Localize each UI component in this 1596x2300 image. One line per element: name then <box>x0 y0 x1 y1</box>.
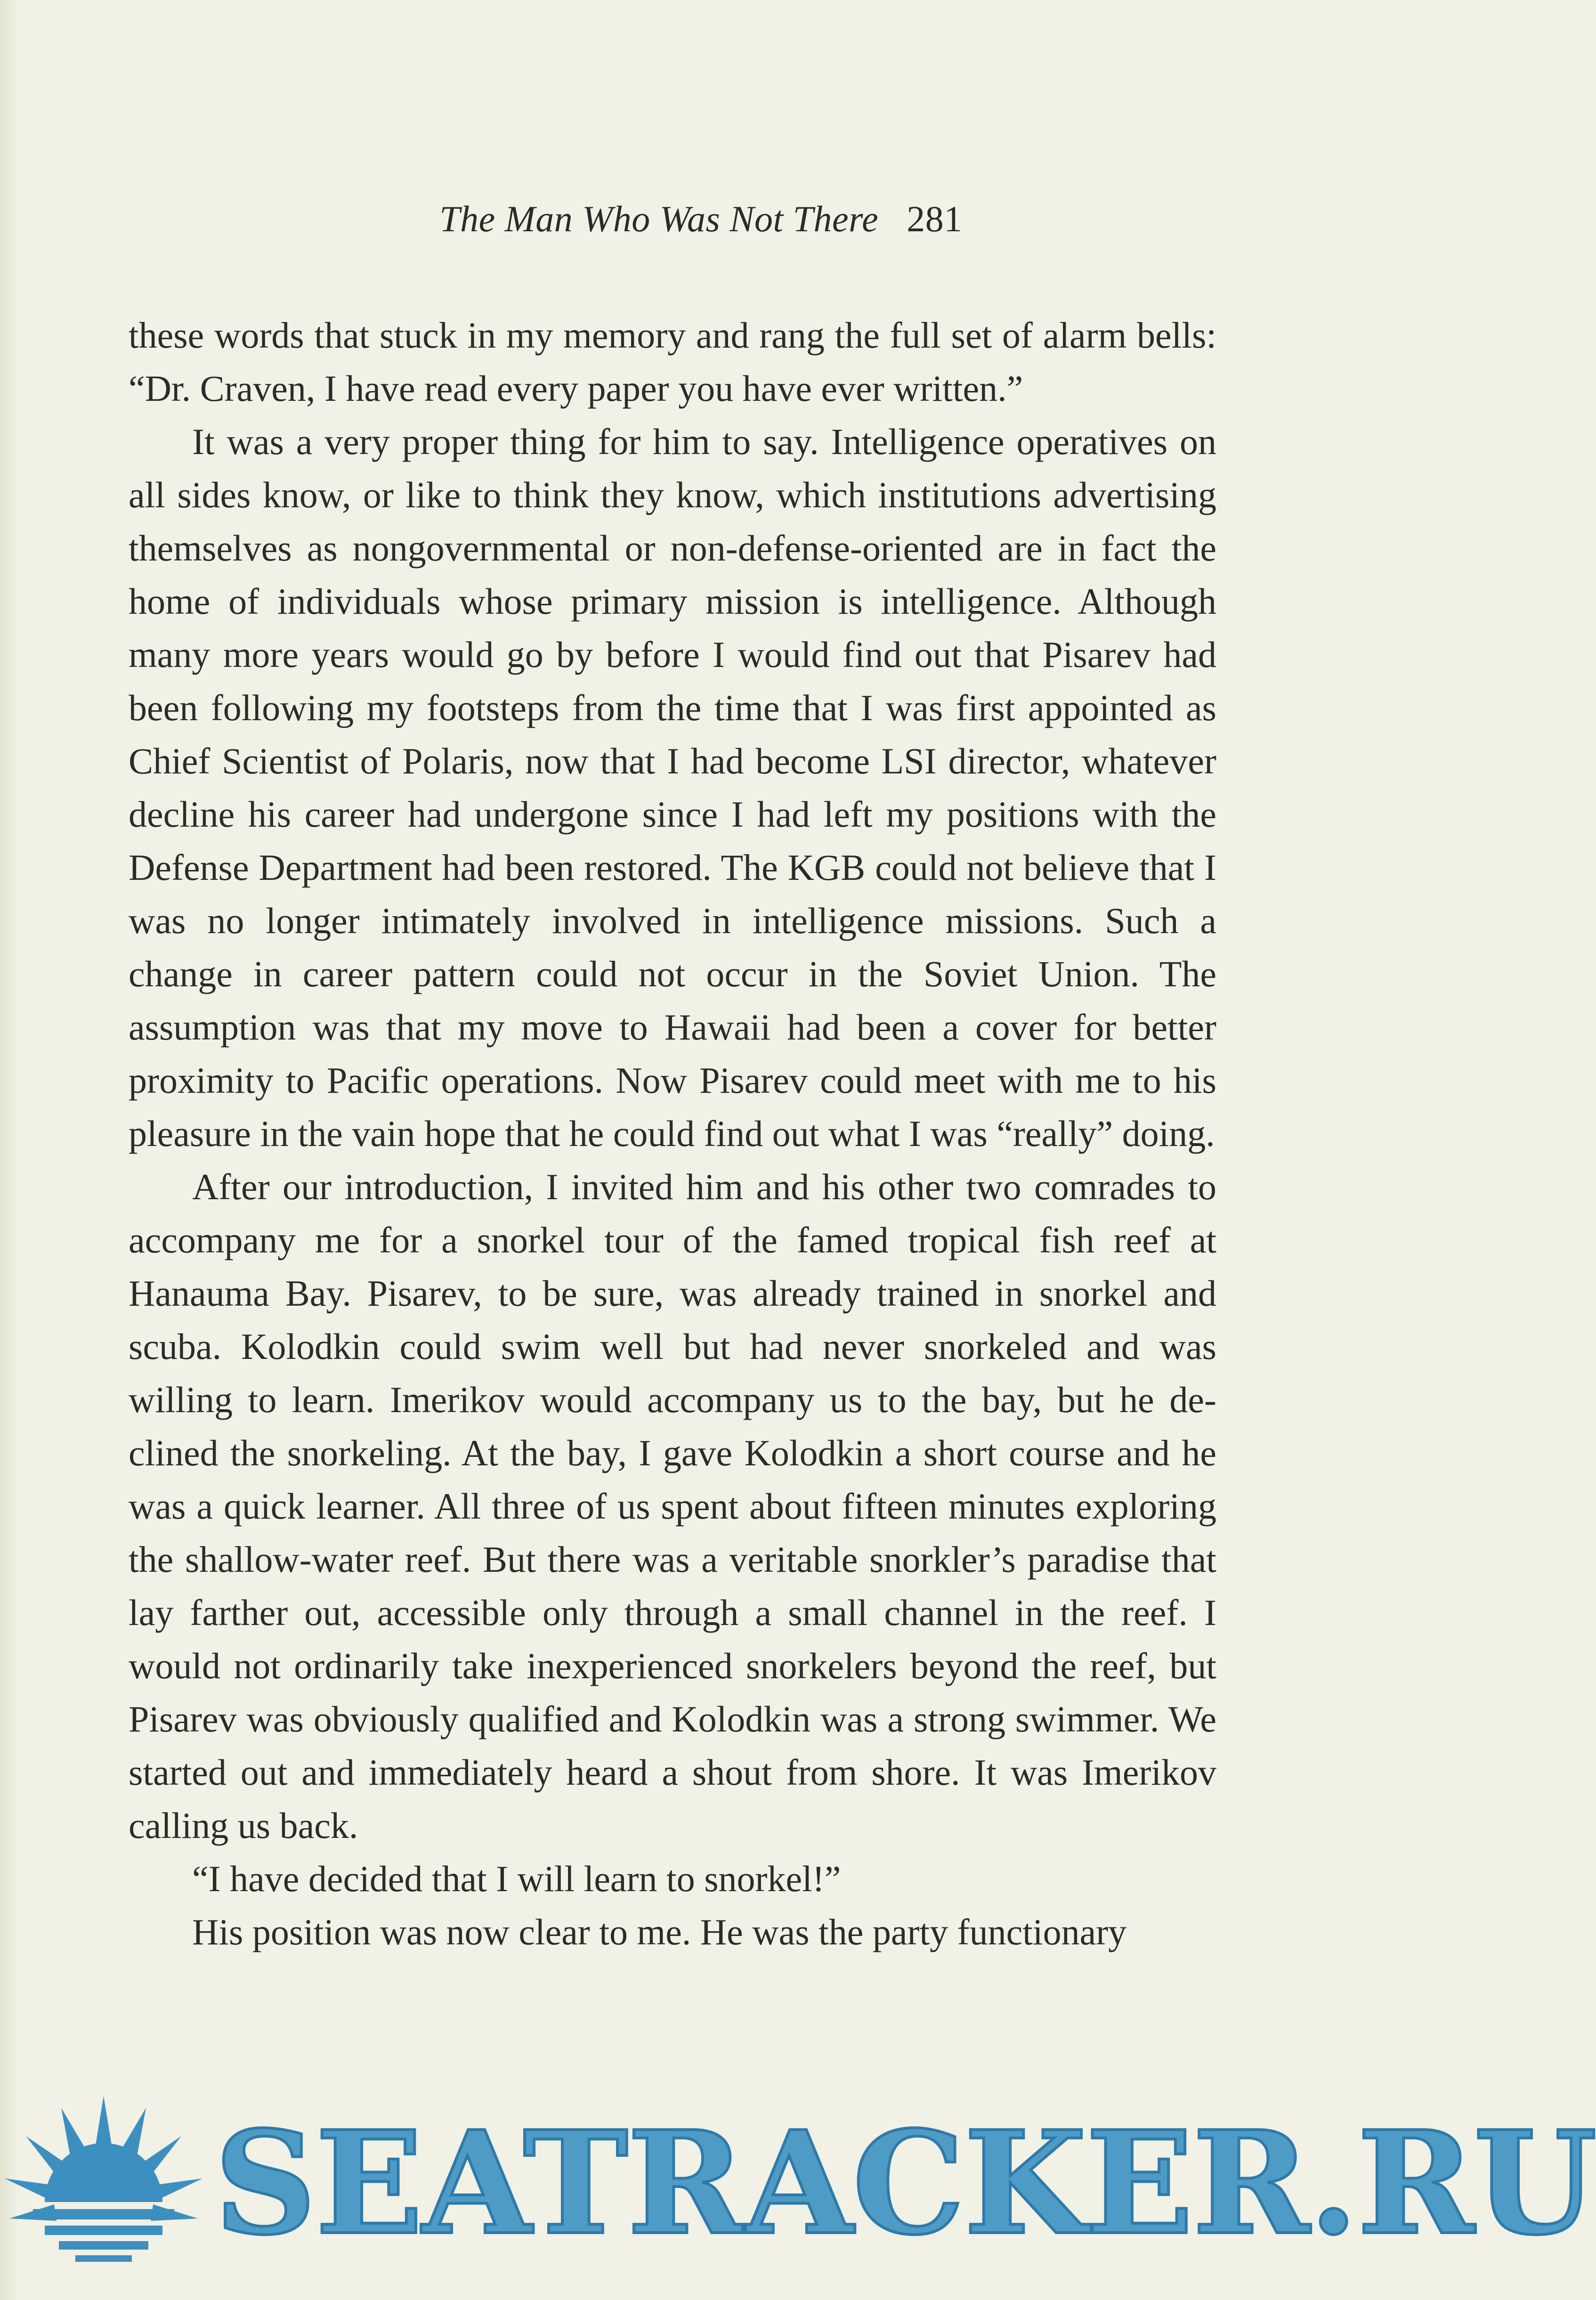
paragraph-4: “I have decided that I will learn to snorkel!” <box>192 1858 841 1899</box>
paragraph-1: these words that stuck in my memory and rang the full set of alarm bells: “Dr. Craven, I have read every paper you have ever written.” <box>129 315 1216 409</box>
paragraph-3: After our introduction, I invited him and his other two comrades to accompany me for a snorkel tour of the famed tropical fish reef at Hanauma Bay. Pisarev, to be sure, was already trained in snorkel and scuba. Kolodkin could swim well but had never snorkeled and was willing to learn. Imerikov would accompany us to the bay, but he declined the snorkeling. At the bay, I gave Kolodkin a short course and he was a quick learner. All three of us spent about fifteen minutes exploring the shallow-water reef. But there was a veritable snorkler’s paradise that lay farther out, accessible only through a small channel in the reef. I would not ordinarily take inexperienced snorkelers beyond the reef, but Pisarev was obviously qualified and Kolodkin was a strong swimmer. We started out and immediately heard a shout from shore. It was Imerikov calling us back. <box>129 1166 1216 1846</box>
watermark <box>0 2091 1596 2270</box>
paragraph-2: It was a very proper thing for him to say. Intelligence operatives on all sides know, or like to think they know, which institutions advertising themselves as nongovernmental or non-defense-oriented are in fact the home of individuals whose primary mission is intelligence. Although many more years would go by before I would find out that Pisarev had been following my footsteps from the time that I was first appointed as Chief Scientist of Polaris, now that I had become LSI director, whatever decline his career had undergone since I had left my positions with the Defense Department had been restored. The KGB could not believe that I was no longer intimately involved in intelligence missions. Such a change in career pattern could not occur in the Soviet Union. The assumption was that my move to Hawaii had been a cover for better proximity to Pacific operations. Now Pisarev could meet with me to his pleasure in the vain hope that he could find out what I was “really” doing. <box>129 421 1216 1154</box>
body-text <box>129 309 1216 1959</box>
watermark-text: SEATRACKER.RU <box>214 2100 1596 2266</box>
sun-over-sea-icon <box>0 2091 207 2270</box>
page-edge <box>0 0 19 2300</box>
page-number: 281 <box>907 198 963 239</box>
header-title: The Man Who Was Not There <box>439 198 879 239</box>
paragraph-5: His position was now clear to me. He was the party functionary <box>192 1911 1127 1952</box>
running-header <box>0 193 1402 245</box>
